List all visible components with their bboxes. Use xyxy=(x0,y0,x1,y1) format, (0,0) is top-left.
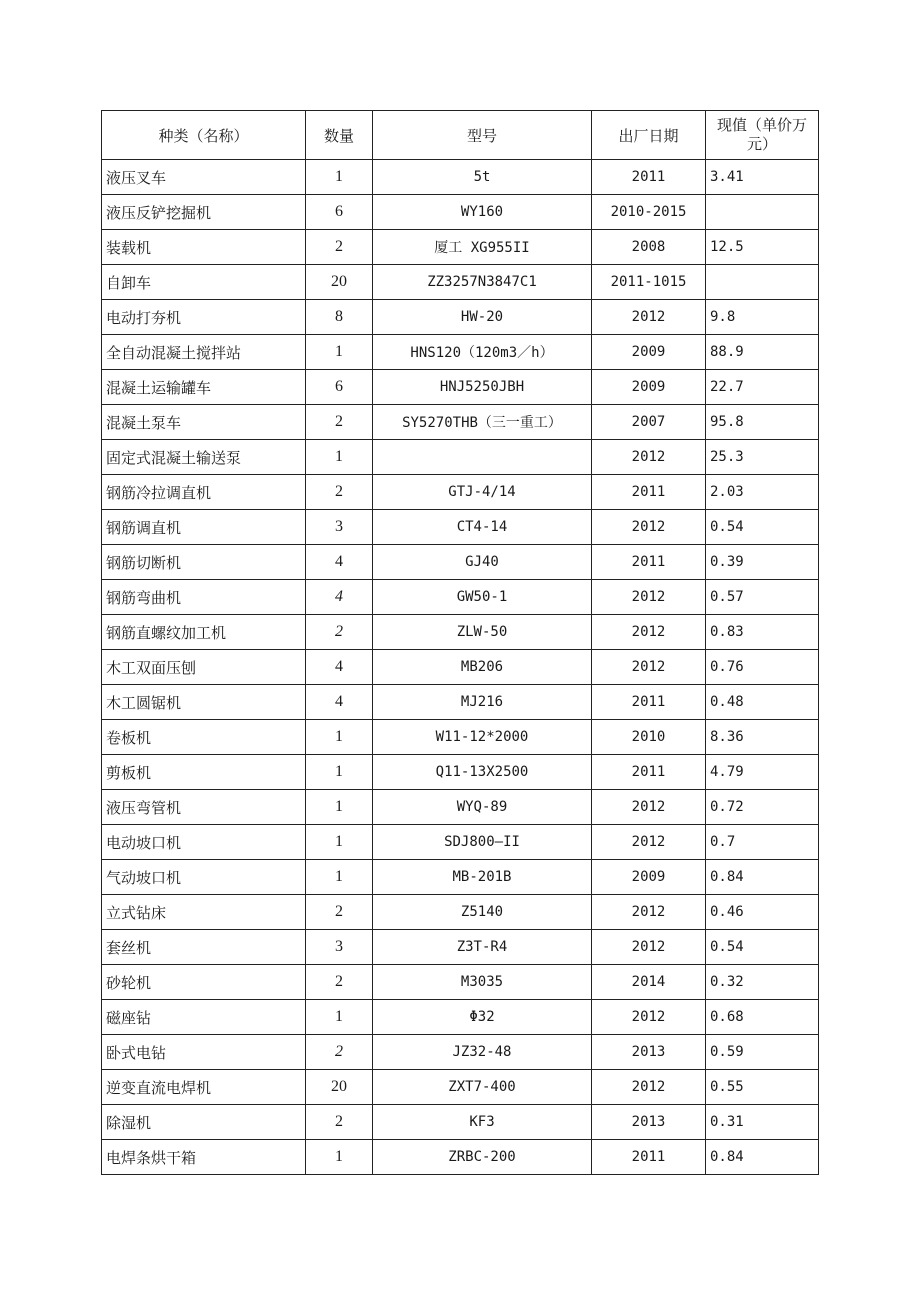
date-cell: 2009 xyxy=(592,370,706,405)
table-row xyxy=(102,300,819,335)
qty-cell: 3 xyxy=(306,930,373,965)
qty-cell: 1 xyxy=(306,790,373,825)
table-row xyxy=(102,650,819,685)
qty-cell: 4 xyxy=(306,545,373,580)
qty-cell: 2 xyxy=(306,615,373,650)
value-cell: 9.8 xyxy=(706,300,819,335)
qty-cell: 3 xyxy=(306,510,373,545)
qty-cell: 1 xyxy=(306,1000,373,1035)
name-cell: 液压叉车 xyxy=(102,160,306,195)
name-cell: 固定式混凝土输送泵 xyxy=(102,440,306,475)
value-cell: 0.54 xyxy=(706,930,819,965)
table-row xyxy=(102,160,819,195)
date-cell: 2011 xyxy=(592,545,706,580)
table-row xyxy=(102,370,819,405)
name-cell: 卷板机 xyxy=(102,720,306,755)
value-cell xyxy=(706,195,819,230)
date-cell: 2012 xyxy=(592,580,706,615)
model-cell: M3035 xyxy=(373,965,592,1000)
date-cell: 2012 xyxy=(592,825,706,860)
date-cell: 2012 xyxy=(592,1000,706,1035)
date-cell: 2007 xyxy=(592,405,706,440)
table-row xyxy=(102,1000,819,1035)
value-cell: 0.83 xyxy=(706,615,819,650)
table-row xyxy=(102,790,819,825)
date-cell: 2009 xyxy=(592,860,706,895)
value-cell: 4.79 xyxy=(706,755,819,790)
date-cell: 2012 xyxy=(592,510,706,545)
model-cell: Z3T-R4 xyxy=(373,930,592,965)
table-row xyxy=(102,685,819,720)
table-row xyxy=(102,230,819,265)
model-cell xyxy=(373,440,592,475)
value-cell: 0.54 xyxy=(706,510,819,545)
qty-cell: 1 xyxy=(306,440,373,475)
value-cell: 0.76 xyxy=(706,650,819,685)
table-row xyxy=(102,860,819,895)
value-cell: 0.7 xyxy=(706,825,819,860)
name-cell: 卧式电钻 xyxy=(102,1035,306,1070)
value-cell: 0.84 xyxy=(706,1140,819,1175)
name-cell: 装载机 xyxy=(102,230,306,265)
model-cell: SY5270THB（三一重工） xyxy=(373,405,592,440)
date-cell: 2012 xyxy=(592,440,706,475)
model-cell: 5t xyxy=(373,160,592,195)
qty-cell: 1 xyxy=(306,1140,373,1175)
model-cell: KF3 xyxy=(373,1105,592,1140)
table-row xyxy=(102,1035,819,1070)
date-cell: 2011-1015 xyxy=(592,265,706,300)
qty-cell: 1 xyxy=(306,720,373,755)
model-cell: GJ40 xyxy=(373,545,592,580)
table-row xyxy=(102,195,819,230)
model-cell: Φ32 xyxy=(373,1000,592,1035)
qty-cell: 20 xyxy=(306,265,373,300)
table-row xyxy=(102,720,819,755)
qty-cell: 2 xyxy=(306,475,373,510)
value-cell: 2.03 xyxy=(706,475,819,510)
table-body xyxy=(102,160,819,1175)
value-cell: 0.72 xyxy=(706,790,819,825)
value-cell: 0.39 xyxy=(706,545,819,580)
model-cell: SDJ800—II xyxy=(373,825,592,860)
name-cell: 逆变直流电焊机 xyxy=(102,1070,306,1105)
name-cell: 电动坡口机 xyxy=(102,825,306,860)
model-cell: CT4-14 xyxy=(373,510,592,545)
date-cell: 2010 xyxy=(592,720,706,755)
qty-cell: 1 xyxy=(306,825,373,860)
table-row xyxy=(102,510,819,545)
model-cell: 厦工 XG955II xyxy=(373,230,592,265)
date-cell: 2012 xyxy=(592,650,706,685)
table-row xyxy=(102,475,819,510)
date-cell: 2009 xyxy=(592,335,706,370)
date-cell: 2013 xyxy=(592,1105,706,1140)
name-cell: 液压弯管机 xyxy=(102,790,306,825)
value-cell: 0.57 xyxy=(706,580,819,615)
table-row xyxy=(102,1105,819,1140)
value-cell: 0.48 xyxy=(706,685,819,720)
name-cell: 钢筋直螺纹加工机 xyxy=(102,615,306,650)
date-cell: 2011 xyxy=(592,1140,706,1175)
date-cell: 2011 xyxy=(592,755,706,790)
model-cell: MB206 xyxy=(373,650,592,685)
qty-cell: 20 xyxy=(306,1070,373,1105)
name-cell: 自卸车 xyxy=(102,265,306,300)
table-row xyxy=(102,405,819,440)
table-row xyxy=(102,755,819,790)
name-cell: 木工圆锯机 xyxy=(102,685,306,720)
qty-cell: 1 xyxy=(306,860,373,895)
name-cell: 气动坡口机 xyxy=(102,860,306,895)
name-cell: 钢筋弯曲机 xyxy=(102,580,306,615)
value-cell: 0.32 xyxy=(706,965,819,1000)
table-row xyxy=(102,545,819,580)
table-row xyxy=(102,615,819,650)
qty-cell: 1 xyxy=(306,335,373,370)
name-cell: 套丝机 xyxy=(102,930,306,965)
model-cell: ZRBC-200 xyxy=(373,1140,592,1175)
qty-cell: 2 xyxy=(306,895,373,930)
value-cell: 0.84 xyxy=(706,860,819,895)
model-cell: W11-12*2000 xyxy=(373,720,592,755)
date-cell: 2013 xyxy=(592,1035,706,1070)
value-cell: 8.36 xyxy=(706,720,819,755)
value-cell: 22.7 xyxy=(706,370,819,405)
table-row xyxy=(102,580,819,615)
value-cell: 0.31 xyxy=(706,1105,819,1140)
qty-cell: 8 xyxy=(306,300,373,335)
name-cell: 混凝土运输罐车 xyxy=(102,370,306,405)
table-row xyxy=(102,440,819,475)
model-cell: Q11-13X2500 xyxy=(373,755,592,790)
date-cell: 2012 xyxy=(592,930,706,965)
name-cell: 磁座钻 xyxy=(102,1000,306,1035)
table-row xyxy=(102,1070,819,1105)
table-header xyxy=(102,111,819,160)
qty-cell: 4 xyxy=(306,685,373,720)
date-cell: 2008 xyxy=(592,230,706,265)
value-cell: 12.5 xyxy=(706,230,819,265)
qty-cell: 2 xyxy=(306,405,373,440)
value-cell: 25.3 xyxy=(706,440,819,475)
table-row xyxy=(102,1140,819,1175)
name-cell: 钢筋冷拉调直机 xyxy=(102,475,306,510)
name-cell: 木工双面压刨 xyxy=(102,650,306,685)
model-cell: JZ32-48 xyxy=(373,1035,592,1070)
table-row xyxy=(102,895,819,930)
equipment-table xyxy=(101,110,819,1175)
model-cell: ZLW-50 xyxy=(373,615,592,650)
date-cell: 2012 xyxy=(592,615,706,650)
name-cell: 液压反铲挖掘机 xyxy=(102,195,306,230)
name-cell: 电焊条烘干箱 xyxy=(102,1140,306,1175)
name-cell: 混凝土泵车 xyxy=(102,405,306,440)
header-row xyxy=(102,111,819,160)
model-cell: ZXT7-400 xyxy=(373,1070,592,1105)
header-qty: 数量 xyxy=(306,111,373,160)
name-cell: 立式钻床 xyxy=(102,895,306,930)
date-cell: 2010-2015 xyxy=(592,195,706,230)
model-cell: WY160 xyxy=(373,195,592,230)
date-cell: 2011 xyxy=(592,160,706,195)
qty-cell: 1 xyxy=(306,755,373,790)
date-cell: 2012 xyxy=(592,300,706,335)
model-cell: MB-201B xyxy=(373,860,592,895)
qty-cell: 2 xyxy=(306,1035,373,1070)
model-cell: HNJ5250JBH xyxy=(373,370,592,405)
value-cell xyxy=(706,265,819,300)
date-cell: 2011 xyxy=(592,475,706,510)
model-cell: Z5140 xyxy=(373,895,592,930)
model-cell: HW-20 xyxy=(373,300,592,335)
name-cell: 砂轮机 xyxy=(102,965,306,1000)
value-cell: 0.46 xyxy=(706,895,819,930)
qty-cell: 6 xyxy=(306,370,373,405)
model-cell: WYQ-89 xyxy=(373,790,592,825)
table-row xyxy=(102,265,819,300)
name-cell: 全自动混凝土搅拌站 xyxy=(102,335,306,370)
qty-cell: 4 xyxy=(306,580,373,615)
date-cell: 2012 xyxy=(592,1070,706,1105)
qty-cell: 2 xyxy=(306,1105,373,1140)
name-cell: 剪板机 xyxy=(102,755,306,790)
qty-cell: 2 xyxy=(306,965,373,1000)
value-cell: 0.59 xyxy=(706,1035,819,1070)
name-cell: 钢筋切断机 xyxy=(102,545,306,580)
name-cell: 钢筋调直机 xyxy=(102,510,306,545)
name-cell: 除湿机 xyxy=(102,1105,306,1140)
model-cell: HNS120（120m3／h） xyxy=(373,335,592,370)
qty-cell: 6 xyxy=(306,195,373,230)
header-date: 出厂日期 xyxy=(592,111,706,160)
date-cell: 2011 xyxy=(592,685,706,720)
model-cell: MJ216 xyxy=(373,685,592,720)
value-cell: 3.41 xyxy=(706,160,819,195)
table-row xyxy=(102,930,819,965)
date-cell: 2014 xyxy=(592,965,706,1000)
table-row xyxy=(102,335,819,370)
value-cell: 88.9 xyxy=(706,335,819,370)
name-cell: 电动打夯机 xyxy=(102,300,306,335)
model-cell: ZZ3257N3847C1 xyxy=(373,265,592,300)
value-cell: 0.68 xyxy=(706,1000,819,1035)
qty-cell: 2 xyxy=(306,230,373,265)
table-row xyxy=(102,825,819,860)
date-cell: 2012 xyxy=(592,895,706,930)
header-model: 型号 xyxy=(373,111,592,160)
qty-cell: 1 xyxy=(306,160,373,195)
model-cell: GW50-1 xyxy=(373,580,592,615)
header-value: 现值（单价万元） xyxy=(706,111,819,160)
model-cell: GTJ-4/14 xyxy=(373,475,592,510)
value-cell: 95.8 xyxy=(706,405,819,440)
qty-cell: 4 xyxy=(306,650,373,685)
value-cell: 0.55 xyxy=(706,1070,819,1105)
table-row xyxy=(102,965,819,1000)
date-cell: 2012 xyxy=(592,790,706,825)
header-name: 种类（名称） xyxy=(102,111,306,160)
